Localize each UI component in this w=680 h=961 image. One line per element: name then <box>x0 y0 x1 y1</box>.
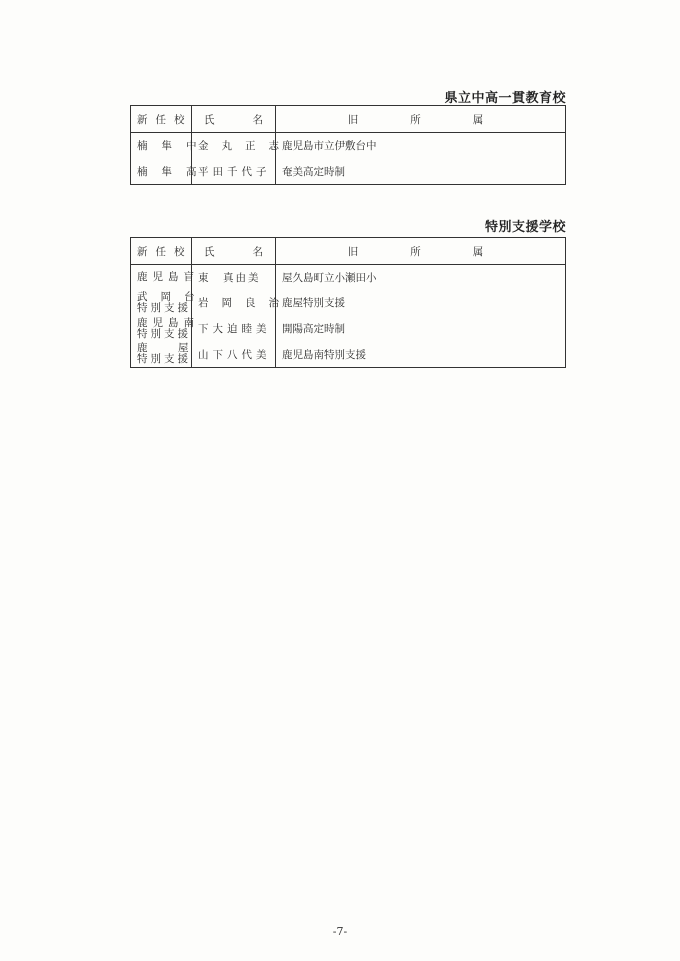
cell-previous <box>276 133 566 159</box>
previous-value: 開陽高定時制 <box>282 323 345 335</box>
name-value: 岩岡良治 <box>198 297 292 309</box>
table-header-row <box>131 238 566 265</box>
header-new-school-text <box>137 112 193 127</box>
cell-previous <box>276 342 566 368</box>
new-school-line1: 鹿児島南 <box>137 316 199 329</box>
new-school-value: 楠隼高 <box>137 165 211 178</box>
previous-value: 鹿児島南特別支援 <box>282 348 366 361</box>
header-previous-label: 旧所属 <box>347 245 536 258</box>
header-name-label: 氏名 <box>204 245 301 258</box>
cell-previous <box>276 316 566 342</box>
header-name <box>192 106 301 133</box>
header-previous-label: 旧所属 <box>347 113 536 126</box>
table-row <box>131 133 566 159</box>
previous-value: 鹿児島市立伊敷台中 <box>282 140 377 153</box>
new-school-line2: 特別支援 <box>137 353 191 366</box>
name-value: 山下八代美 <box>198 348 271 361</box>
header-new-school <box>131 106 192 133</box>
section-title-special-support-schools: 特別支援学校 <box>484 220 566 235</box>
table-row <box>131 159 566 185</box>
cell-name <box>192 159 276 185</box>
cell-new-school <box>131 159 211 185</box>
cell-previous <box>276 265 566 290</box>
previous-value: 屋久島町立小瀬田小 <box>282 271 377 284</box>
new-school-line1: 武岡台 <box>137 290 208 303</box>
table-row <box>131 265 566 290</box>
header-name <box>192 238 301 265</box>
new-school-line1: 鹿 屋 <box>137 342 199 355</box>
integrated-schools-table <box>130 105 566 185</box>
special-support-schools-table <box>130 237 566 368</box>
header-previous <box>276 238 566 265</box>
cell-new-school <box>131 290 208 316</box>
table-row <box>131 342 566 368</box>
cell-new-school <box>131 342 199 368</box>
cell-name <box>192 342 276 368</box>
previous-value: 奄美高定時制 <box>282 165 345 178</box>
name-value: 下大迫睦美 <box>198 323 271 335</box>
header-new-school-label: 新任校 <box>137 245 193 258</box>
table-row <box>131 290 566 316</box>
name-value: 金丸正志 <box>198 140 292 153</box>
cell-previous <box>276 290 566 316</box>
new-school-value: 楠隼中 <box>137 140 211 153</box>
header-name-label: 氏名 <box>204 113 301 126</box>
table-header-row <box>131 106 566 133</box>
cell-name <box>192 133 292 159</box>
cell-previous <box>276 159 566 185</box>
header-new-school-label: 新任校 <box>137 113 193 126</box>
section-title-integrated-schools: 県立中高一貫教育校 <box>444 91 566 106</box>
cell-name <box>192 265 276 290</box>
previous-value: 鹿屋特別支援 <box>282 297 345 309</box>
cell-new-school <box>131 265 199 290</box>
new-school-line2: 特別支援 <box>137 301 191 314</box>
header-previous <box>276 106 566 133</box>
page-number: -7- <box>332 925 348 938</box>
cell-name <box>192 316 276 342</box>
cell-new-school <box>131 316 199 342</box>
new-school-line2: 特別支援 <box>137 327 191 340</box>
new-school-line1: 鹿児島盲 <box>137 270 199 283</box>
header-new-school <box>131 238 192 265</box>
name-value: 平田千代子 <box>198 165 271 178</box>
cell-new-school <box>131 133 211 159</box>
table-row <box>131 316 566 342</box>
name-value: 東 真由美 <box>198 271 261 284</box>
